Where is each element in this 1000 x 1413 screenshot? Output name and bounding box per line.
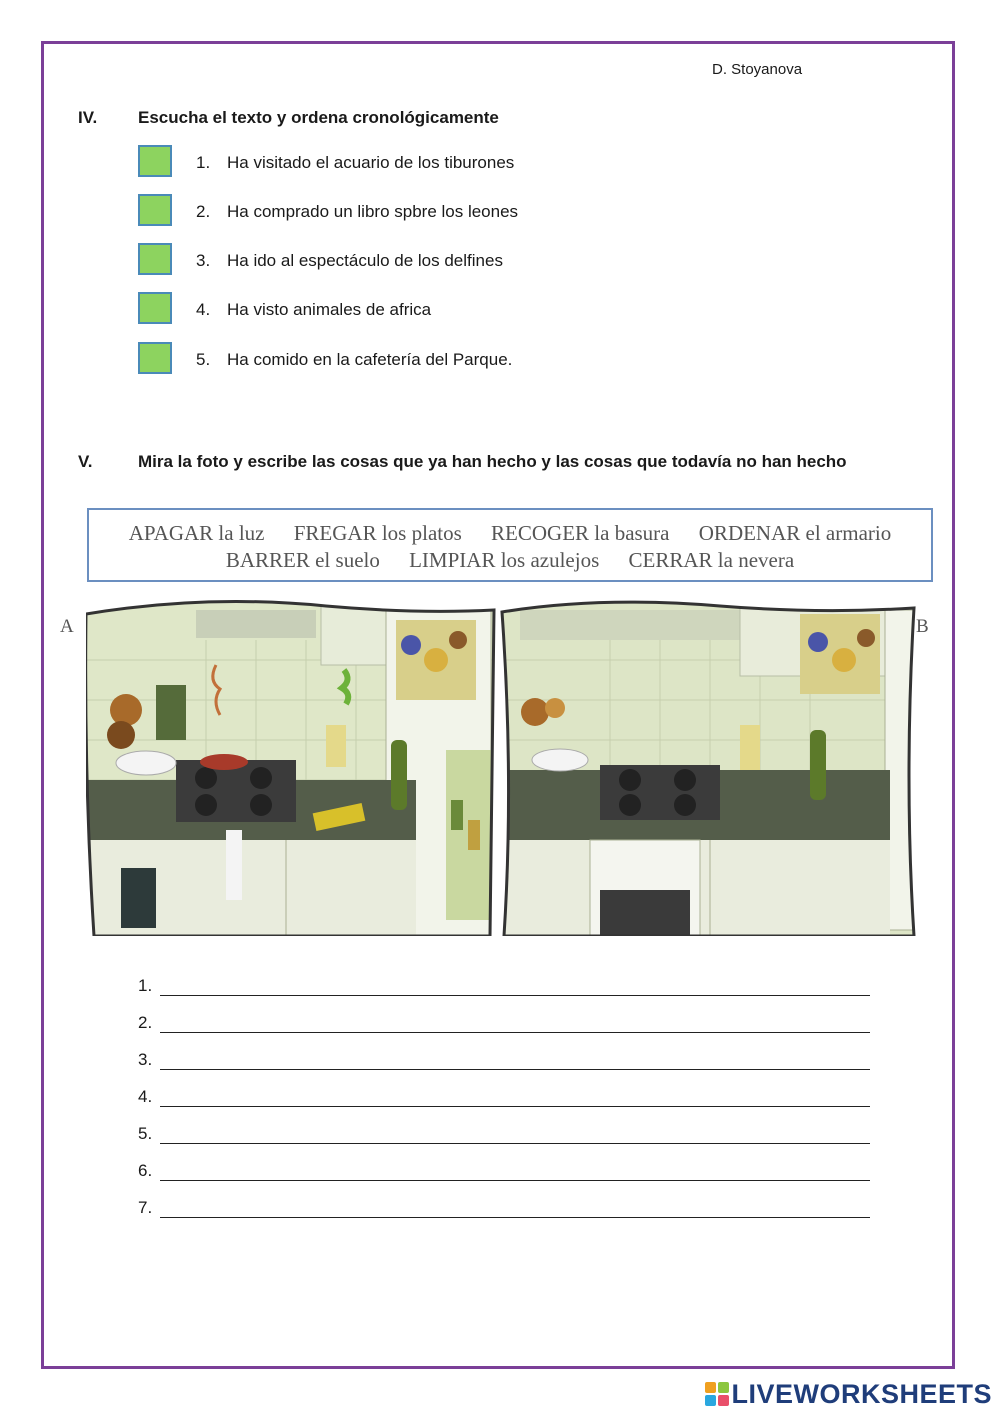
section-v-number: V.	[78, 452, 93, 471]
answer-line[interactable]	[160, 1069, 870, 1070]
word-bank	[87, 508, 933, 582]
order-item-number: 1.	[196, 153, 211, 172]
answer-line[interactable]	[160, 1217, 870, 1218]
kitchen-photo-b	[500, 600, 916, 936]
order-item	[138, 194, 738, 230]
order-answer-box[interactable]	[138, 342, 172, 374]
order-item-number: 2.	[196, 202, 211, 221]
word-bank-item: BARRER el suelo	[225, 548, 380, 572]
answer-row	[138, 976, 870, 1000]
order-item-text: Ha ido al espectáculo de los delfines	[227, 251, 503, 270]
photo-label-b: B	[916, 616, 929, 637]
order-answer-box[interactable]	[138, 145, 172, 177]
order-item	[138, 145, 738, 181]
answer-number: 6.	[138, 1161, 153, 1180]
answer-number: 2.	[138, 1013, 153, 1032]
order-answer-box[interactable]	[138, 243, 172, 275]
photo-label-a: A	[60, 616, 74, 637]
author-name: D. Stoyanova	[712, 61, 803, 78]
order-item-number: 5.	[196, 350, 211, 369]
section-iv-title: Escucha el texto y ordena cronológicamente	[138, 108, 499, 127]
answer-number: 5.	[138, 1124, 153, 1143]
order-item	[138, 342, 738, 378]
answer-line[interactable]	[160, 995, 870, 996]
order-answer-box[interactable]	[138, 194, 172, 226]
word-bank-item: RECOGER la basura	[491, 521, 670, 545]
order-item-text: Ha comido en la cafetería del Parque.	[227, 350, 513, 369]
answer-number: 4.	[138, 1087, 153, 1106]
answer-row	[138, 1013, 870, 1037]
section-iv-number: IV.	[78, 108, 98, 127]
order-item	[138, 292, 738, 328]
section-v-title: Mira la foto y escribe las cosas que ya han hecho y las cosas que todavía no han hecho	[138, 452, 847, 471]
word-bank-item: APAGAR la luz	[128, 521, 265, 545]
answer-row	[138, 1198, 870, 1222]
answer-number: 1.	[138, 976, 153, 995]
answer-number: 3.	[138, 1050, 153, 1069]
order-item-text: Ha visitado el acuario de los tiburones	[227, 153, 515, 172]
answer-row	[138, 1161, 870, 1185]
answer-line[interactable]	[160, 1143, 870, 1144]
kitchen-photo-a	[86, 600, 496, 936]
liveworksheets-brand[interactable]	[705, 1378, 992, 1410]
answer-row	[138, 1124, 870, 1148]
word-bank-item: CERRAR la nevera	[628, 548, 795, 572]
order-item	[138, 243, 738, 279]
order-item-text: Ha comprado un libro spbre los leones	[227, 202, 519, 221]
word-bank-item: ORDENAR el armario	[698, 521, 892, 545]
word-bank-line	[89, 521, 931, 546]
word-bank-item: LIMPIAR los azulejos	[409, 548, 600, 572]
order-item-text: Ha visto animales de africa	[227, 300, 432, 319]
word-bank-item: FREGAR los platos	[293, 521, 462, 545]
answer-line[interactable]	[160, 1032, 870, 1033]
brand-text: LIVEWORKSHEETS	[731, 1378, 992, 1409]
word-bank-line	[89, 548, 931, 573]
order-item-number: 3.	[196, 251, 211, 270]
answer-line[interactable]	[160, 1180, 870, 1181]
order-answer-box[interactable]	[138, 292, 172, 324]
liveworksheets-logo-icon	[705, 1382, 729, 1406]
answer-number: 7.	[138, 1198, 153, 1217]
order-item-number: 4.	[196, 300, 211, 319]
answer-line[interactable]	[160, 1106, 870, 1107]
answer-row	[138, 1087, 870, 1111]
answer-row	[138, 1050, 870, 1074]
